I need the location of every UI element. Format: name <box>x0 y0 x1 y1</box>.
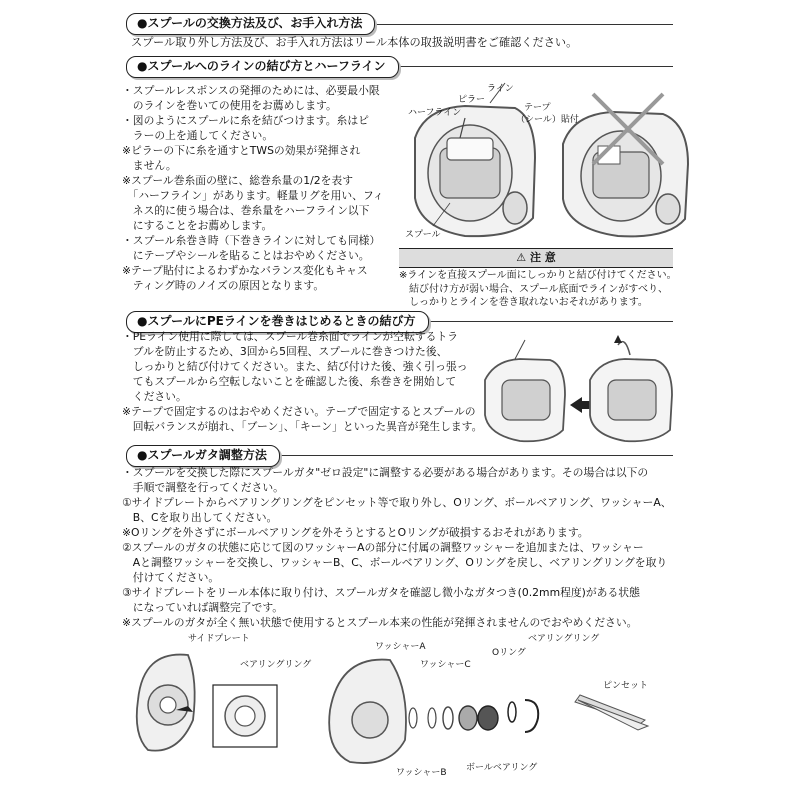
spool-play-text: ・スプールを交換した際にスプールガタ"ゼロ設定"に調整する必要がある場合があります。その場合は以下の 手順で調整を行ってください。 ①サイドプレートからベアリングリングをピンセット等で取り外し、Oリング、ボールベアリング、ワッシャーA、 B、Cを取り出してください。 ※Oリングを外さずにボールベアリングを外そうとするとOリングが破損するおそれがあります。 ②スプールのガタの状態に応じて図のワッシャーAの部分に付属の調整ワッシャーを追加または、ワッシャー Aと調整ワッシャーを交換し、ワッシャーB、C、ボールベアリング、Oリングを戻し、ベアリングリングを取り 付けてください。 ③サイドプレートをリール本体に取り付け、スプールガタを確認し微小なガタつき(0.2mm程度)がある状態 になっていれば調整完了です。 ※スプールのガタが全く無い状態で使用するとスプール本来の性能が発揮されませんのでおやめください。 <box>122 466 672 629</box>
label-half-line: ハーフライン <box>408 108 462 118</box>
section-heading-spool-exchange: ●スプールの交換方法及び、お手入れ方法 <box>126 13 375 35</box>
caution-heading: ⚠ 注 意 <box>399 248 673 268</box>
pe-line-text: ・PEライン使用に際しては、スプール巻糸面でラインが空転するトラ ブルを防止するため、3回から5回程、スプールに巻きつけた後、 しっかりと結び付けてください。また、結び付けた後、強く引っ張っ てもスプールから空転しないことを確認した後、糸巻きを開始して ください。 ※テープで固定するのはおやめください。テープで固定するとスプールの 回転バランスが崩れ、「ブーン」、「キーン」といった異音が発生します。 <box>122 330 483 433</box>
section-heading-pe-line: ●スプールにPEラインを巻きはじめるときの結び方 <box>126 311 429 333</box>
warning-icon: ⚠ <box>516 251 527 264</box>
exploded-parts-illustration <box>320 650 660 770</box>
tape-prohibited-illustration <box>553 84 703 244</box>
line-tying-text: ・スプールレスポンスの発揮のためには、必要最小限 のラインを巻いての使用をお薦めします。 ・図のようにスプールに糸を結びつけます。糸はピ ラーの上を通してください。 ※ピラーの下に糸を通すとTWSの効果が発揮され ません。 ※スプール巻糸面の壁に、総巻糸量の1/2を表す 「ハーフライン」があります。軽量リグを用い、フィ ネス的に使う場合は、巻糸量をハーフライン以下 にすることをお薦めします。 ・スプール糸巻き時（下巻きラインに対しても同様） にテープやシールを貼ることはおやめください。 ※テープ貼付によるわずかなバランス変化もキャス ティング時のノイズの原因となります。 <box>122 84 384 292</box>
section-heading-spool-play: ●スプールガタ調整方法 <box>126 445 280 467</box>
pe-line-illustration <box>480 335 680 450</box>
label-pillar: ピラー <box>458 95 486 105</box>
label-spool: スプール <box>405 230 441 240</box>
side-plate-illustration <box>128 640 288 760</box>
label-tweezers: ピンセット <box>603 681 649 691</box>
label-washer-b: ワッシャーB <box>396 768 447 778</box>
spool-exchange-text: スプール取り外し方法及び、お手入れ方法はリール本体の取扱説明書をご確認ください。 <box>131 36 578 49</box>
arrow-right-icon <box>570 397 592 413</box>
label-tape: テープ <box>524 103 551 113</box>
label-ball-bearing: ボールベアリング <box>466 763 538 773</box>
label-bearing-ring-right: ベアリングリング <box>528 634 600 644</box>
label-o-ring: Oリング <box>492 648 526 658</box>
section-heading-line-tying: ●スプールへのラインの結び方とハーフライン <box>126 56 399 78</box>
arrow-up-icon <box>614 335 622 343</box>
caution-body: ※ラインを直接スプール面にしっかりと結び付けてください。 結び付け方が弱い場合、スプール底面でラインがすべり、 しっかりとラインを巻き取れないおそれがあります。 <box>399 270 677 308</box>
label-washer-c: ワッシャーC <box>420 660 471 670</box>
label-line: ライン <box>487 84 514 94</box>
label-side-plate: サイドプレート <box>188 634 250 644</box>
label-seal: （シール）貼付 <box>516 115 579 125</box>
label-bearing-ring-left: ベアリングリング <box>240 660 312 670</box>
label-washer-a: ワッシャーA <box>375 642 426 652</box>
